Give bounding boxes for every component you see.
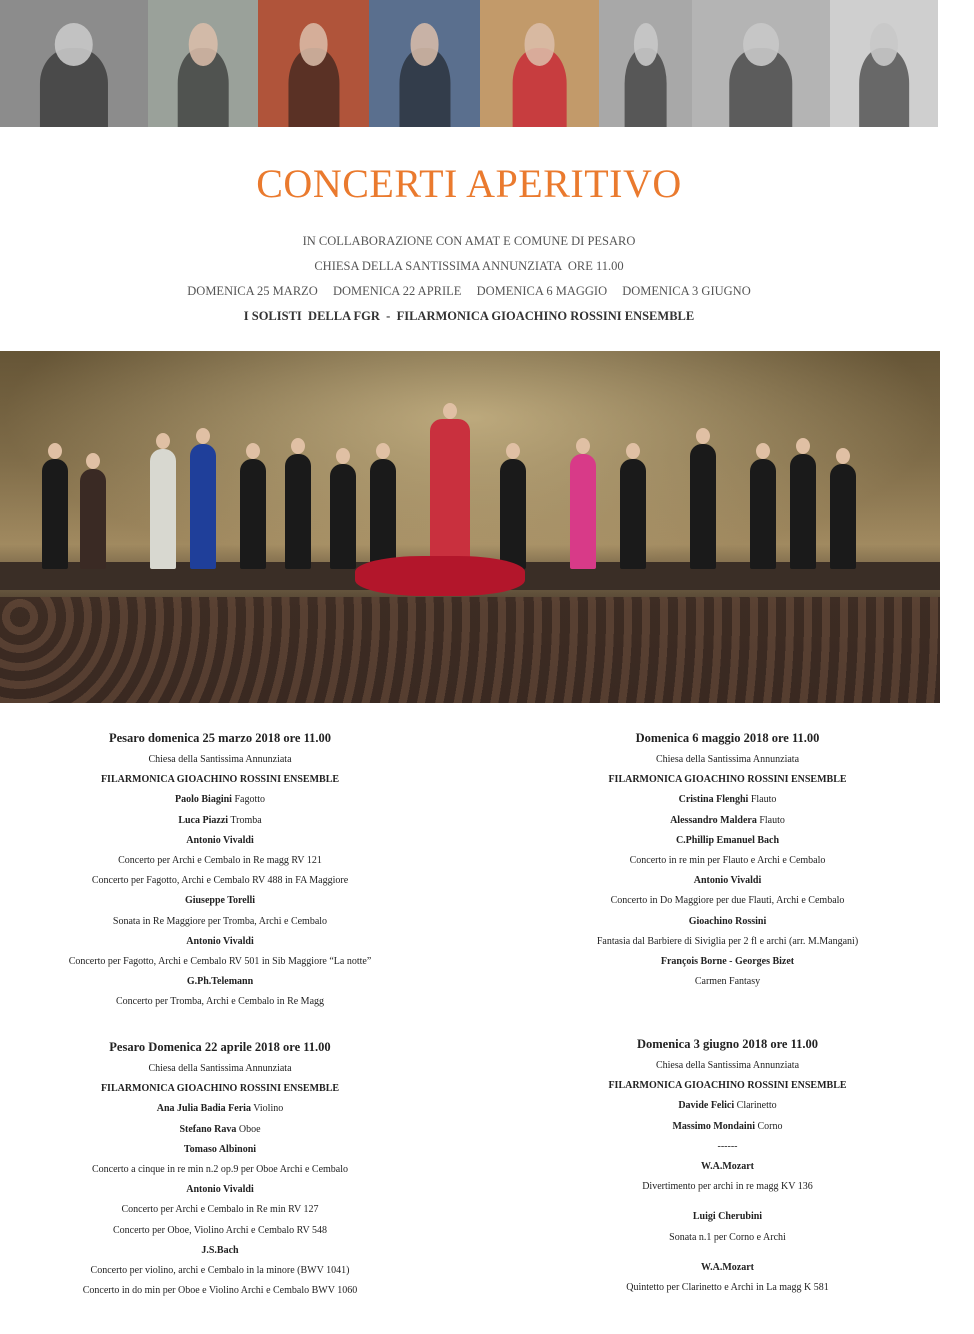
concert-6-maggio [545,728,910,992]
page-title: CONCERTI APERITIVO [256,161,682,206]
date-1: DOMENICA 25 MARZO [187,284,318,298]
performer: Alessandro Maldera Flauto [670,814,785,826]
portrait-5 [480,0,599,127]
composer: Tomaso Albinoni [183,1143,257,1155]
composer: C.Phillip Emanuel Bach [675,834,780,846]
concert-heading: Domenica 6 maggio 2018 ore 11.00 [635,731,820,745]
composer: J.S.Bach [201,1244,239,1256]
composer: G.Ph.Telemann [186,976,254,988]
composer: Luigi Cherubini [692,1211,763,1223]
work: Concerto per Oboe, Violino Archi e Cembalo RV 548 [112,1224,328,1236]
performer: Davide Felici Clarinetto [678,1100,777,1112]
concert-25-marzo [40,728,400,1013]
venue: Chiesa della Santissima Annunziata [148,1063,292,1074]
concert-heading: Pesaro Domenica 22 aprile 2018 ore 11.00 [109,1040,331,1054]
date-3: DOMENICA 6 MAGGIO [476,284,608,298]
work: Concerto a cinque in re min n.2 op.9 per Oboe Archi e Cembalo [91,1164,349,1176]
venue-line: CHIESA DELLA SANTISSIMA ANNUNZIATA ORE 11.00 [314,259,624,273]
collaboration-line: IN COLLABORAZIONE CON AMAT E COMUNE DI PESARO [302,234,636,248]
ensemble: FILARMONICA GIOACHINO ROSSINI ENSEMBLE [100,1083,340,1095]
portrait-8 [830,0,938,127]
work: Sonata n.1 per Corno e Archi [669,1231,786,1243]
work: Concerto per Tromba, Archi e Cembalo in Re Magg [115,996,325,1008]
work: Carmen Fantasy [694,976,761,988]
work: Concerto in do min per Oboe e Violino Archi e Cembalo BWV 1060 [82,1285,358,1297]
work: Concerto in re min per Flauto e Archi e Cembalo [629,855,826,867]
portrait-2 [148,0,258,127]
composer: W.A.Mozart [701,1261,754,1273]
composer: Giuseppe Torelli [184,895,256,907]
performer: Paolo Biagini Fagotto [174,794,265,806]
work: Divertimento per archi in re magg KV 136 [642,1181,813,1193]
composer: Antonio Vivaldi [693,875,762,887]
performer: Ana Julia Badia Feria Violino [156,1103,284,1115]
portrait-strip [0,0,938,127]
date-2: DOMENICA 22 APRILE [332,284,462,298]
performer: Massimo Mondaini Corno [672,1120,783,1132]
portrait-4 [369,0,480,127]
portrait-7 [692,0,830,127]
work: Quintetto per Clarinetto e Archi in La magg K 581 [626,1282,829,1294]
date-4: DOMENICA 3 GIUGNO [622,284,751,298]
composer: Antonio Vivaldi [186,935,254,947]
concert-stage-photo [0,351,940,703]
venue: Chiesa della Santissima Annunziata [655,1060,800,1071]
portrait-6 [599,0,692,127]
work: Sonata in Re Maggiore per Tromba, Archi e Cembalo [112,915,328,927]
composer: Gioachino Rossini [688,915,767,927]
ensemble-line: I SOLISTI DELLA FGR - FILARMONICA GIOACHINO ROSSINI ENSEMBLE [243,309,695,323]
performer: Cristina Flenghi Flauto [678,794,777,806]
concert-heading: Domenica 3 giugno 2018 ore 11.00 [636,1037,819,1051]
work: Concerto per Archi e Cembalo in Re min RV 127 [121,1204,319,1216]
concert-3-giugno [545,1034,910,1298]
composer: W.A.Mozart [701,1161,754,1173]
work: Concerto in Do Maggiore per due Flauti, Archi e Cembalo [610,895,845,907]
work: Concerto per Fagotto, Archi e Cembalo RV 501 in Sib Maggiore “La notte” [68,956,372,968]
portrait-3 [258,0,369,127]
work: Concerto per Fagotto, Archi e Cembalo RV 488 in FA Maggiore [91,875,349,887]
venue: Chiesa della Santissima Annunziata [655,754,800,765]
separator: ------ [717,1140,738,1152]
concert-22-aprile [40,1037,400,1301]
performer: Luca Piazzi Tromba [178,814,262,826]
work: Concerto per violino, archi e Cembalo in la minore (BWV 1041) [90,1265,350,1277]
dates-line [0,284,938,299]
composer: Antonio Vivaldi [186,1184,254,1196]
work: Fantasia dal Barbiere di Siviglia per 2 fl e archi (arr. M.Mangani) [596,935,859,947]
venue: Chiesa della Santissima Annunziata [148,754,292,765]
composer: François Borne - Georges Bizet [660,956,795,968]
ensemble: FILARMONICA GIOACHINO ROSSINI ENSEMBLE [608,1080,847,1092]
performer: Stefano Rava Oboe [179,1123,261,1135]
ensemble: FILARMONICA GIOACHINO ROSSINI ENSEMBLE [100,774,340,786]
ensemble: FILARMONICA GIOACHINO ROSSINI ENSEMBLE [608,774,847,786]
concert-heading: Pesaro domenica 25 marzo 2018 ore 11.00 [108,731,332,745]
work: Concerto per Archi e Cembalo in Re magg RV 121 [118,855,322,867]
portrait-1 [0,0,148,127]
composer: Antonio Vivaldi [186,834,254,846]
